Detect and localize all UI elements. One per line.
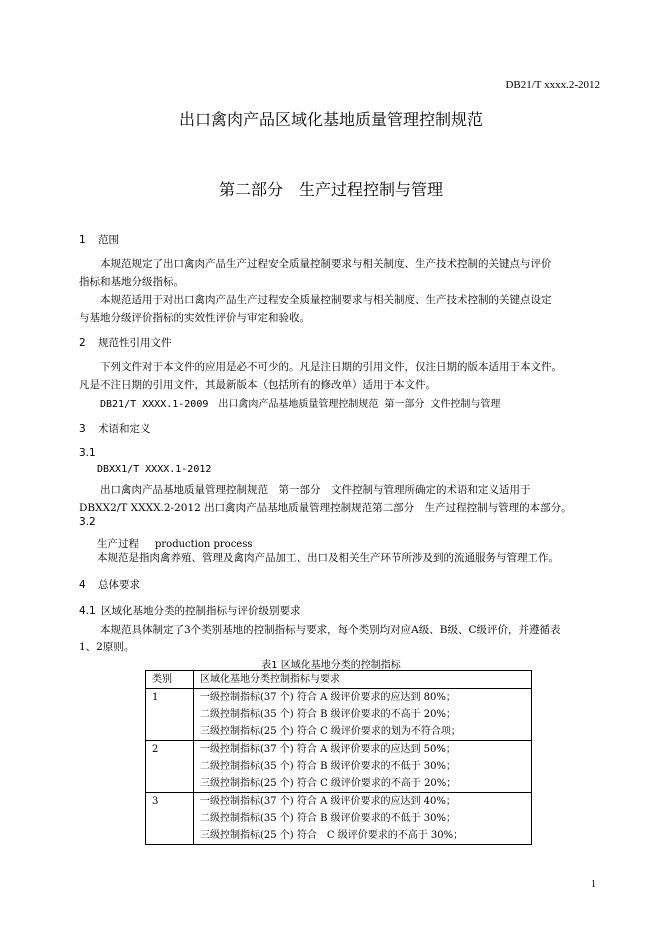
paragraph-line: 本规范适用于对出口禽肉产品生产过程安全质量控制要求与相关制度、生产技术控制的关键点设定 xyxy=(100,294,552,306)
table-row xyxy=(146,741,532,793)
subsection-title: 区域化基地分类的控制指标与评价级别要求 xyxy=(101,605,301,617)
term-name: 生产过程 xyxy=(97,538,139,550)
paragraph-line: 指标和基地分级指标。 xyxy=(79,276,184,288)
paragraph-line: 本规范具体制定了3个类别基地的控制指标与要求，每个类别均对应A级、B级、C级评价，并遵循表 xyxy=(100,624,561,636)
table-row xyxy=(146,793,532,845)
paragraph-line: 1、2原则。 xyxy=(79,641,135,653)
paragraph-line: DBXX2/T XXXX.2-2012 出口禽肉产品基地质量管理控制规范第二部分 生产过程控制与管理的本部分。 xyxy=(79,502,572,514)
standard-code: DB21/T xxxx.2-2012 xyxy=(505,79,600,91)
section-title: 术语和定义 xyxy=(98,423,151,435)
paragraph-line: 与基地分级评价指标的实效性评价与审定和验收。 xyxy=(79,312,310,324)
section-number: 3 xyxy=(79,423,86,435)
section-number: 1 xyxy=(79,234,86,246)
requirement-line: 一级控制指标(37 个) 符合 A 级评价要求的应达到 40%； xyxy=(200,796,456,807)
document-subtitle: 第二部分 生产过程控制与管理 xyxy=(218,180,443,199)
section-number: 4 xyxy=(79,579,86,591)
term-name-english: production process xyxy=(155,539,253,550)
table-header-row xyxy=(146,671,532,689)
document-title: 出口禽肉产品区域化基地质量管理控制规范 xyxy=(178,110,483,129)
requirements-cell xyxy=(194,689,532,741)
control-indicator-table xyxy=(145,670,532,845)
requirement-line: 一级控制指标(37 个) 符合 A 级评价要求的应达到 80%； xyxy=(200,692,456,703)
paragraph-line: 本规范是指肉禽养殖、管理及禽肉产品加工、出口及相关生产环节所涉及到的流通服务与管理工作。 xyxy=(97,552,559,564)
term-number: 3.2 xyxy=(79,516,96,528)
header-category: 类别 xyxy=(146,671,194,689)
requirement-line: 二级控制指标(35 个) 符合 B 级评价要求的不低于 30%； xyxy=(200,761,456,772)
requirement-line: 三级控制指标(25 个) 符合 C 级评价要求的不高于 30%； xyxy=(200,830,464,841)
category-cell: 1 xyxy=(146,689,194,741)
requirements-cell xyxy=(194,741,532,793)
table-caption: 表1 区域化基地分类的控制指标 xyxy=(261,660,401,671)
requirements-cell xyxy=(194,793,532,845)
section-number: 2 xyxy=(79,337,86,349)
requirement-line: 一级控制指标(37 个) 符合 A 级评价要求的应达到 50%； xyxy=(200,744,456,755)
section-title: 总体要求 xyxy=(98,579,140,591)
table-row xyxy=(146,689,532,741)
section-1-heading xyxy=(79,232,119,247)
paragraph-line: 出口禽肉产品基地质量管理控制规范 第一部分 文件控制与管理所确定的术语和定义适用于 xyxy=(100,484,531,496)
requirement-line: 二级控制指标(35 个) 符合 B 级评价要求的不低于 30%； xyxy=(200,813,456,824)
term-line xyxy=(97,532,253,551)
section-title: 规范性引用文件 xyxy=(98,337,172,349)
section-3-heading xyxy=(79,421,151,436)
section-title: 范围 xyxy=(98,234,119,246)
paragraph-line: 下列文件对于本文件的应用是必不可少的。凡是注日期的引用文件，仅注日期的版本适用于本文件。 xyxy=(100,361,562,373)
category-cell: 3 xyxy=(146,793,194,845)
subsection-4-1-heading xyxy=(79,603,301,618)
paragraph-line: 本规范规定了出口禽肉产品生产过程安全质量控制要求与相关制度、生产技术控制的关键点与评价 xyxy=(100,258,552,270)
page-number: 1 xyxy=(591,879,596,890)
section-2-heading xyxy=(79,335,172,350)
requirement-line: 三级控制指标(25 个) 符合 C 级评价要求的划为不符合项； xyxy=(200,726,461,737)
header-requirements: 区域化基地分类控制指标与要求 xyxy=(194,671,532,689)
category-cell: 2 xyxy=(146,741,194,793)
section-4-heading xyxy=(79,577,140,592)
term-number: 3.1 xyxy=(79,447,96,459)
subsection-number: 4.1 xyxy=(79,605,96,617)
paragraph-line: 凡是不注日期的引用文件，其最新版本（包括所有的修改单）适用于本文件。 xyxy=(79,379,436,391)
requirement-line: 二级控制指标(35 个) 符合 B 级评价要求的不高于 20%； xyxy=(200,709,456,720)
requirement-line: 三级控制指标(25 个) 符合 C 级评价要求的不高于 20%； xyxy=(200,778,457,789)
term-name: DBXX1/T XXXX.1-2012 xyxy=(97,464,212,475)
normative-reference: DB21/T XXXX.1-2009 出口禽肉产品基地质量管理控制规范 第一部分 文件控制与管理 xyxy=(100,399,501,410)
